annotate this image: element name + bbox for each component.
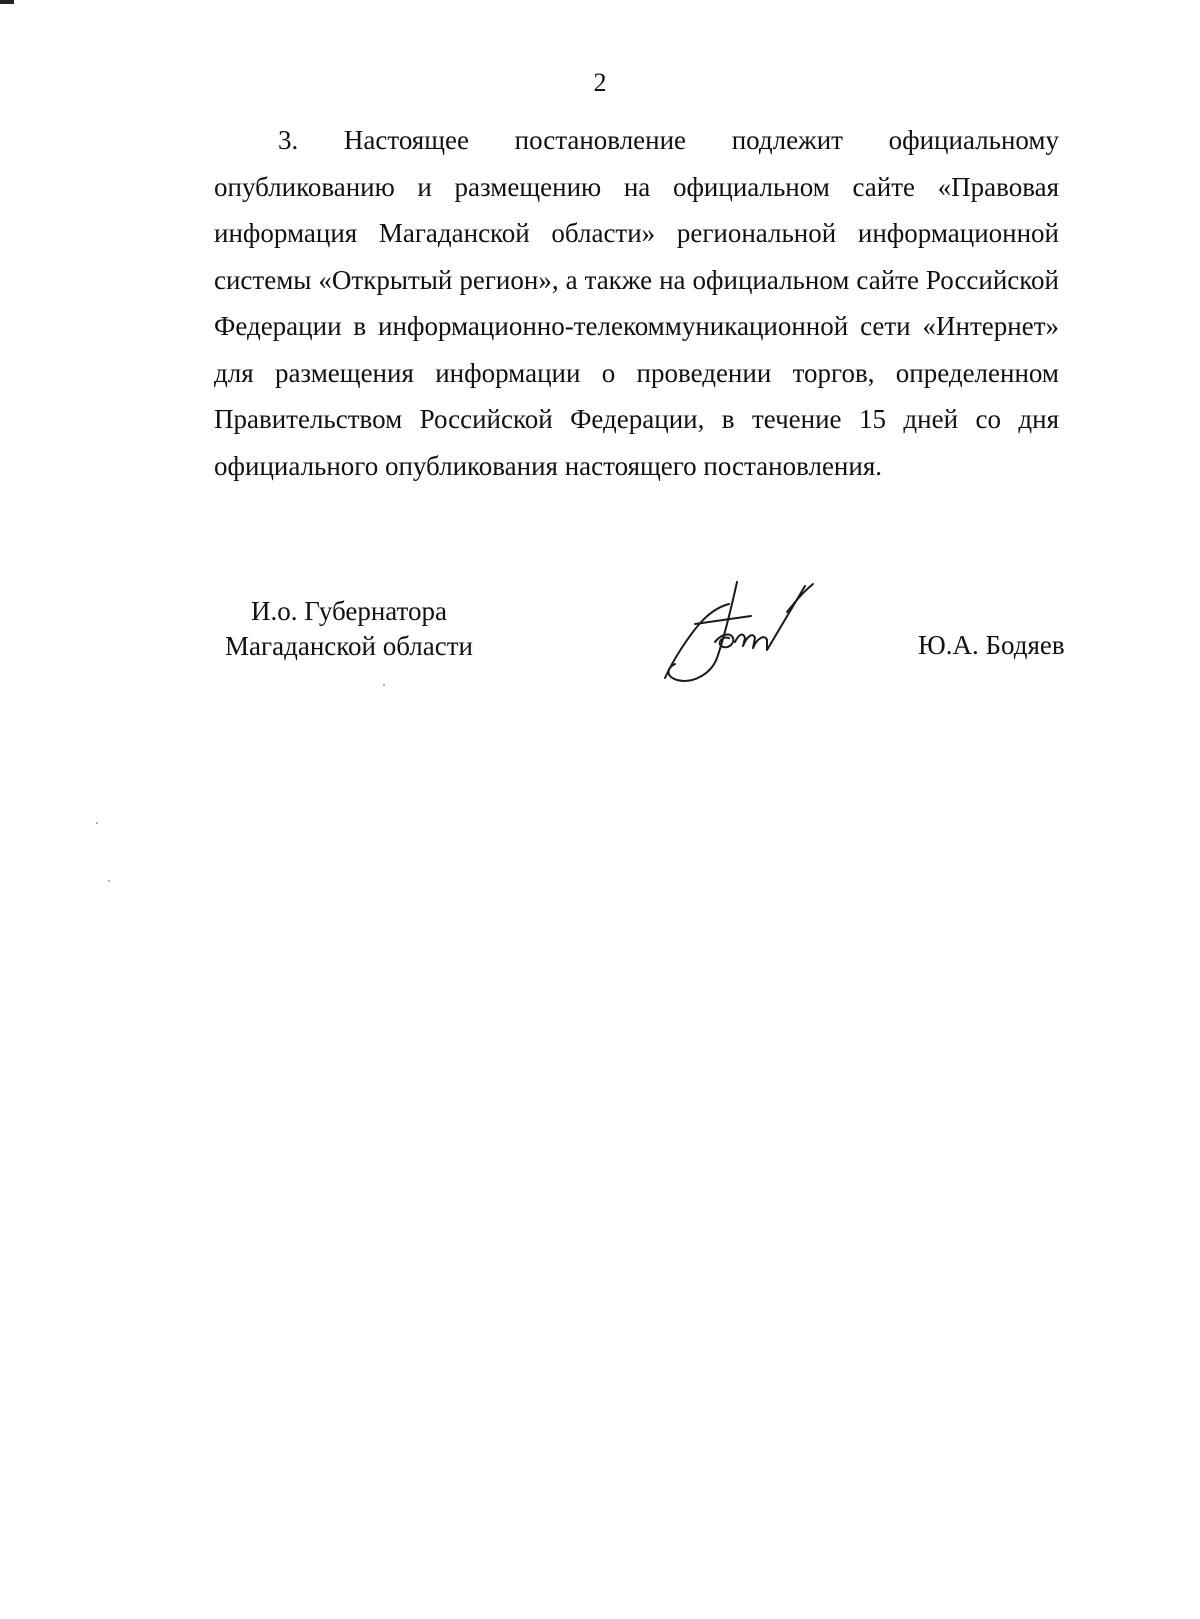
paragraph-3: 3. Настоящее постановление подлежит официальному опубликованию и размещению на официальном сайте «Правовая информация Магаданской области» региональной информационной системы «Открытый регион», а также на официальном сайте Российской Федерации в информационно-телекоммуникационной сети «Интернет» для размещения информации о проведении торгов, определенном Правительством Российской Федерации, в течение 15 дней со дня официального опубликования настоящего постановления. xyxy=(214,125,1059,481)
scan-speck xyxy=(108,880,110,882)
page-number: 2 xyxy=(593,68,607,97)
signatory-position-line-1: И.о. Губернатора xyxy=(250,596,447,626)
signatory-position-line-2: Магаданской области xyxy=(225,631,473,661)
signer-name: Ю.А. Бодяев xyxy=(918,630,1065,660)
scan-speck xyxy=(96,822,98,824)
scan-corner-mark xyxy=(0,0,14,4)
handwritten-signature xyxy=(655,580,825,690)
signatory-position xyxy=(214,594,484,664)
scan-speck xyxy=(383,684,385,686)
